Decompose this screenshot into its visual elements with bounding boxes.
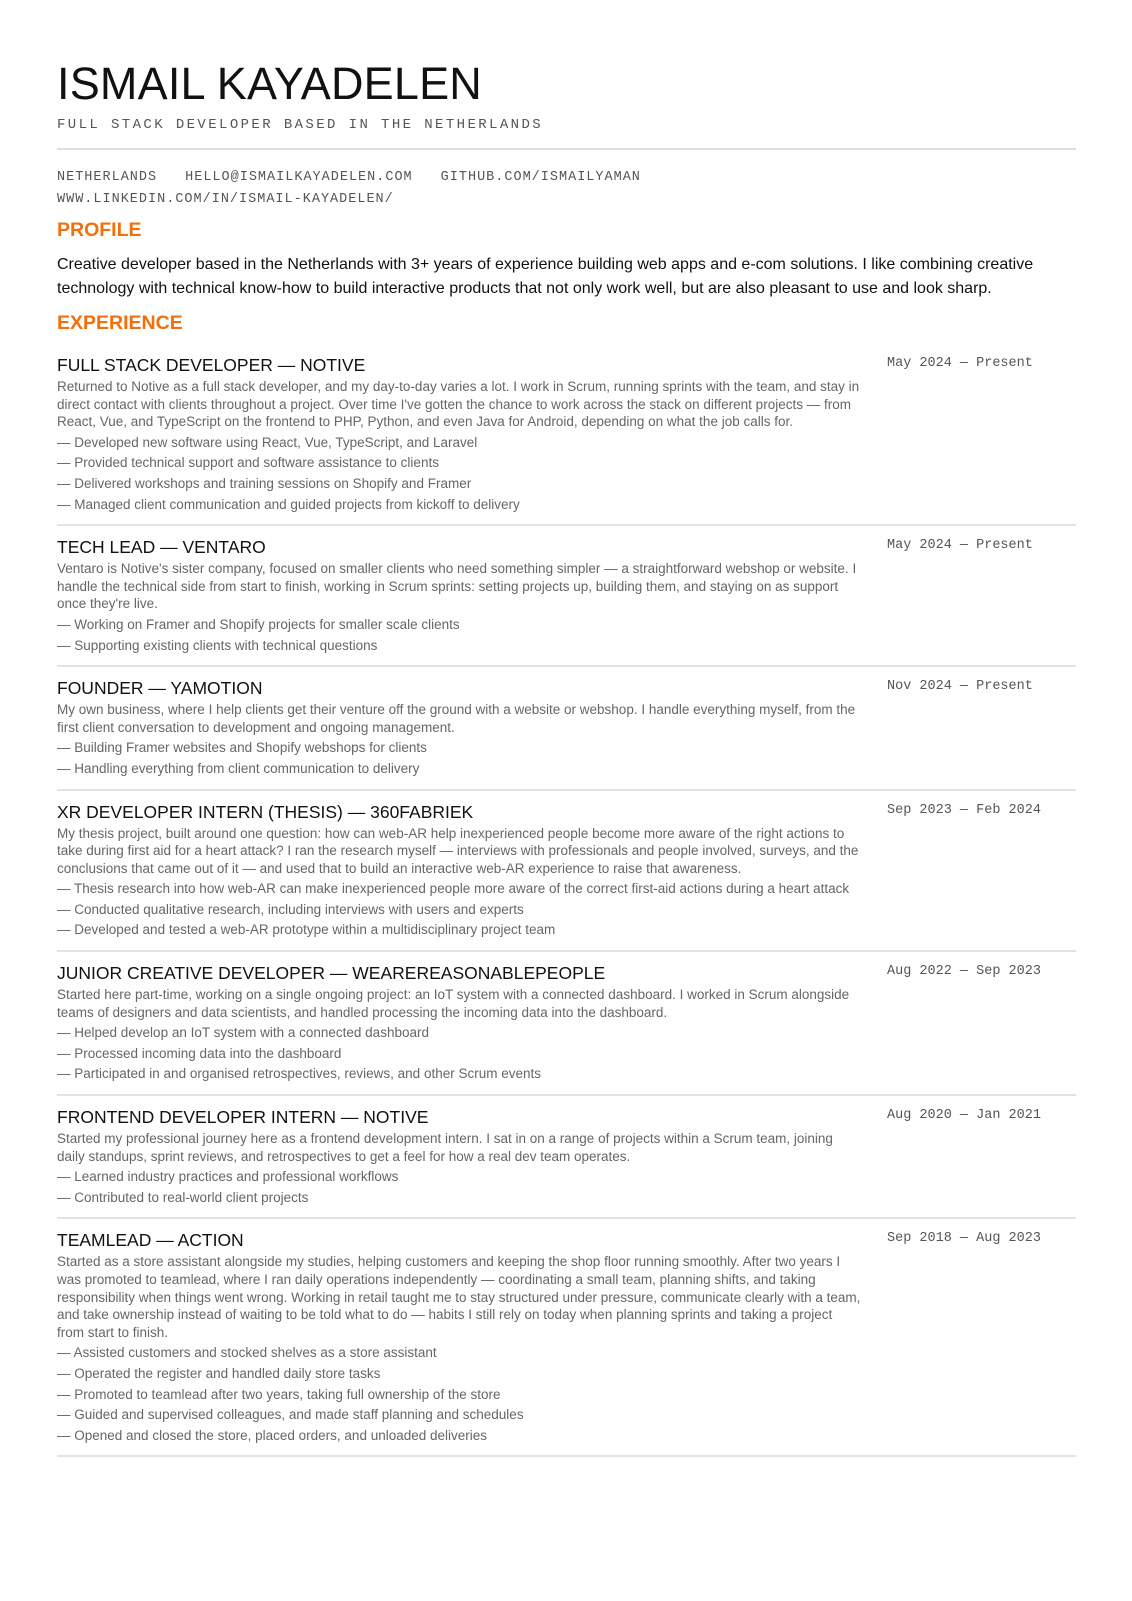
experience-heading: EXPERIENCE [57, 312, 183, 334]
job-bullet: — Assisted customers and stocked shelves as a store assistant [57, 1345, 437, 1361]
job-entry [57, 1229, 1076, 1457]
job-description: Started here part-time, working on a single ongoing project: an IoT system with a connected dashboard. I worked in Scrum alongside teams of designers and data scientists, and handled processing the incoming data into the dashboard. [57, 987, 850, 1020]
job-date: Sep 2018 — Aug 2023 [887, 1231, 1041, 1247]
job-date: May 2024 — Present [887, 356, 1033, 371]
job-bullet: — Delivered workshops and training sessions on Shopify and Framer [57, 475, 472, 491]
job-bullets [57, 880, 862, 939]
job-date: Aug 2020 — Jan 2021 [887, 1108, 1041, 1124]
job-entry [57, 354, 1076, 526]
job-bullet: — Managed client communication and guided projects from kickoff to delivery [57, 496, 520, 512]
job-date: Aug 2022 — Sep 2023 [887, 964, 1041, 980]
job-bullet: — Opened and closed the store, placed orders, and unloaded deliveries [57, 1427, 488, 1443]
job-bullet: — Operated the register and handled daily store tasks [57, 1365, 381, 1381]
job-bullet: — Helped develop an IoT system with a connected dashboard [57, 1025, 429, 1041]
contact-github[interactable]: GITHUB.COM/ISMAILYAMAN [440, 170, 641, 185]
job-bullet: — Contributed to real-world client projects [57, 1189, 309, 1205]
job-bullet: — Learned industry practices and professional workflows [57, 1169, 399, 1185]
job-bullet: — Supporting existing clients with technical questions [57, 637, 378, 653]
job-bullet: — Conducted qualitative research, including interviews with users and experts [57, 901, 524, 917]
job-title: XR DEVELOPER INTERN (THESIS) — 360FABRIEK [57, 801, 474, 822]
job-bullet: — Provided technical support and software assistance to clients [57, 455, 439, 471]
job-description: My thesis project, built around one question: how can web-AR help inexperienced people become more aware of the right actions to take during first aid for a heart attack? I ran the research myself — interviews with professionals and people involved, surveys, and the conclusions that came out of it — and used that to build an interactive web-AR experience to raise that awareness. [57, 825, 859, 876]
job-bullet: — Handling everything from client communication to delivery [57, 760, 420, 776]
job-bullets [57, 1344, 862, 1444]
job-title: FRONTEND DEVELOPER INTERN — NOTIVE [57, 1107, 429, 1128]
candidate-subtitle: FULL STACK DEVELOPER BASED IN THE NETHERLANDS [57, 117, 544, 133]
job-date: May 2024 — Present [887, 538, 1033, 554]
job-bullet: — Thesis research into how web-AR can make inexperienced people more aware of the correct first-aid actions during a heart attack [57, 881, 850, 897]
job-bullets [57, 1168, 862, 1206]
profile-heading: PROFILE [57, 219, 142, 241]
job-description: Returned to Notive as a full stack developer, and my day-to-day varies a lot. I work in Scrum, running sprints with the team, and stay in direct contact with clients throughout a project. Over time I've gotten the chance to work across the stack on different projects — from React, Vue, and TypeScript on the frontend to PHP, Python, and even Java for Android, depending on what the job calls for. [57, 379, 860, 430]
experience-list [57, 354, 1076, 1467]
job-entry [57, 962, 1076, 1096]
contact-email[interactable]: HELLO@ISMAILKAYADELEN.COM [185, 170, 413, 185]
job-bullet: — Guided and supervised colleagues, and made staff planning and schedules [57, 1407, 524, 1423]
job-bullets [57, 739, 862, 777]
job-bullets [57, 434, 862, 513]
job-bullet: — Participated in and organised retrospectives, reviews, and other Scrum events [57, 1066, 541, 1082]
job-description: My own business, where I help clients get their venture off the ground with a website or webshop. I handle everything myself, from the first client conversation to development and ongoing management. [57, 702, 856, 735]
job-bullet: — Processed incoming data into the dashboard [57, 1045, 342, 1061]
job-description: Started my professional journey here as a frontend development intern. I sat in on a range of projects within a Scrum team, joining daily standups, sprint reviews, and retrospectives to get a feel for how a real dev team operates. [57, 1131, 833, 1164]
job-date: Sep 2023 — Feb 2024 [887, 802, 1041, 818]
job-title: FULL STACK DEVELOPER — NOTIVE [57, 355, 366, 375]
candidate-name: ISMAIL KAYADELEN [57, 58, 483, 109]
job-entry [57, 677, 1076, 790]
job-entry [57, 536, 1076, 667]
job-date: Nov 2024 — Present [887, 679, 1033, 695]
profile-text: Creative developer based in the Netherlands with 3+ years of experience building web apps and e-com solutions. I like combining creative technology with technical know-how to build interactive products that not only work well, but are also pleasant to use and look sharp. [57, 256, 1034, 297]
job-description: Started as a store assistant alongside my studies, helping customers and keeping the shop floor running smoothly. After two years I was promoted to teamlead, where I ran daily operations independently — coordinating a small team, planning shifts, and taking responsibility when things went wrong. Working in retail taught me to stay structured under pressure, communicate clearly with a team, and take ownership instead of waiting to be told what to do — habits I still rely on today when planning sprints and taking a project from start to finish. [57, 1254, 861, 1340]
contact-linkedin[interactable]: WWW.LINKEDIN.COM/IN/ISMAIL-KAYADELEN/ [57, 192, 394, 207]
job-bullets [57, 1024, 862, 1083]
job-bullet: — Working on Framer and Shopify projects for smaller scale clients [57, 616, 460, 632]
job-bullet: — Promoted to teamlead after two years, taking full ownership of the store [57, 1386, 501, 1402]
job-description: Ventaro is Notive's sister company, focused on smaller clients who need something simpler — a straightforward webshop or website. I handle the technical side from start to finish, working in Scrum sprints: setting projects up, building them, and staying on as support once they're live. [57, 561, 857, 612]
contact-location: NETHERLANDS [57, 170, 158, 185]
job-title: JUNIOR CREATIVE DEVELOPER — WEAREREASONABLEPEOPLE [57, 963, 606, 984]
job-title: FOUNDER — YAMOTION [57, 678, 263, 699]
job-bullets [57, 616, 862, 654]
job-entry [57, 1106, 1076, 1219]
contact-list [57, 167, 1076, 211]
job-entry [57, 801, 1076, 953]
job-bullet: — Developed and tested a web-AR prototype within a multidisciplinary project team [57, 922, 556, 938]
job-bullet: — Developed new software using React, Vue, TypeScript, and Laravel [57, 434, 478, 450]
job-title: TEAMLEAD — ACTION [57, 1230, 244, 1251]
header-divider [57, 148, 1076, 150]
job-bullet: — Building Framer websites and Shopify webshops for clients [57, 740, 427, 756]
job-title: TECH LEAD — VENTARO [57, 537, 266, 558]
